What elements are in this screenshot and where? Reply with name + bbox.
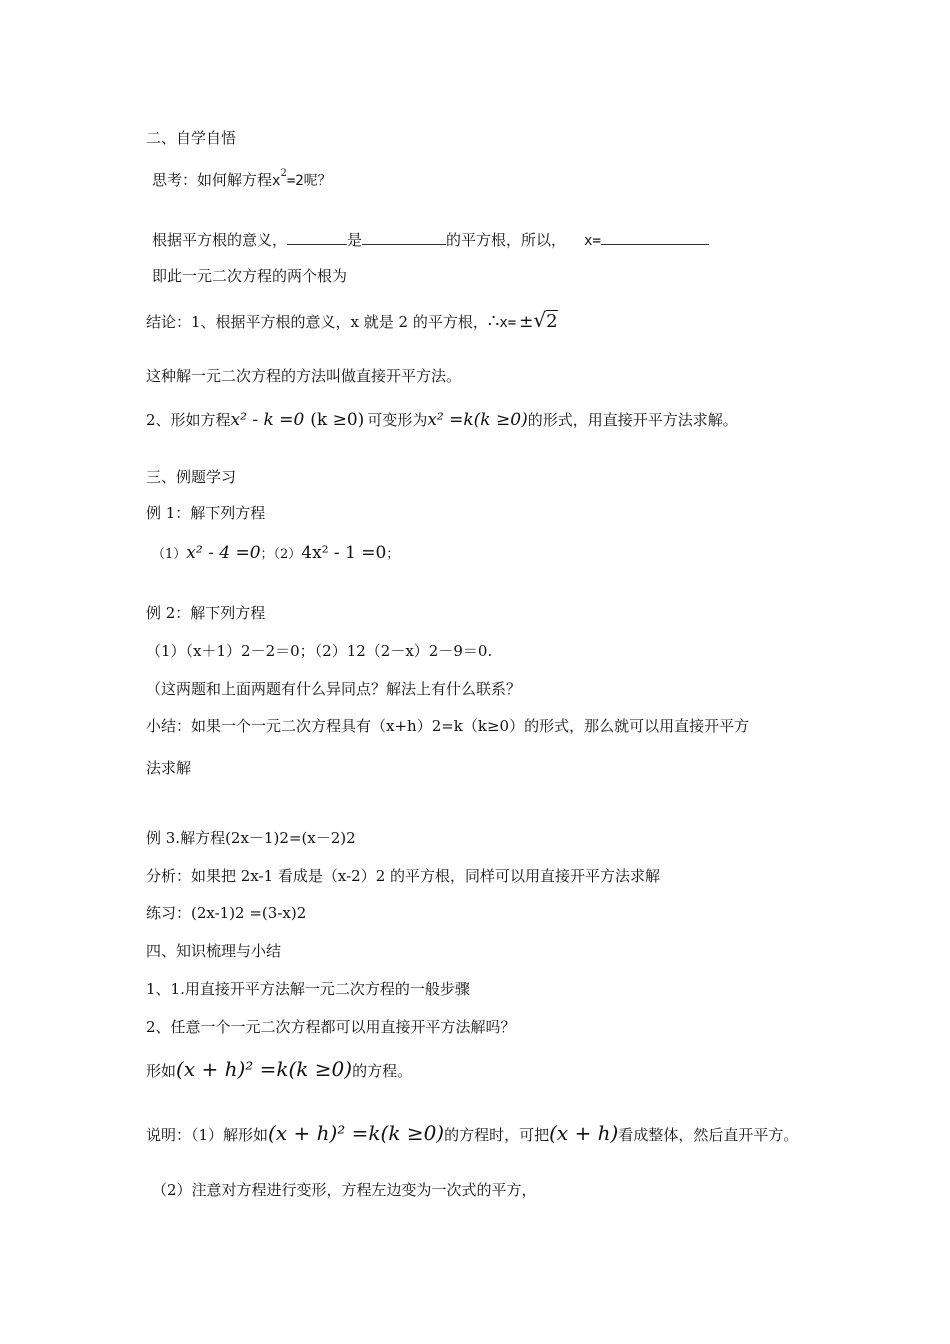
form2-cond1: (k ≥0) <box>310 410 365 430</box>
form-line <box>146 1056 412 1084</box>
therefore-symbol: ∴ <box>487 311 500 332</box>
form-prefix: 形如 <box>146 1062 177 1080</box>
example-1-title: 例 1：解下列方程 <box>146 504 266 522</box>
section-3-title: 三、例题学习 <box>146 468 237 486</box>
section-2-title: 二、自学自悟 <box>146 129 237 147</box>
example-2-equations: （1）（x＋1）2－2＝0；（2）12（2－x）2－9＝0. <box>146 642 493 660</box>
meaning-part2: 是 <box>347 231 363 249</box>
think-question <box>152 170 332 191</box>
example-1-equations <box>152 543 399 565</box>
meaning-part4: x= <box>584 233 601 249</box>
plus-minus: ± <box>519 312 534 332</box>
blank-3[interactable] <box>601 230 709 245</box>
ex1-p1: （1） <box>152 547 187 562</box>
conclusion-1 <box>146 310 558 333</box>
ex1-eq2: 4x² - 1 =0 <box>301 543 387 563</box>
section-4-title: 四、知识梳理与小结 <box>146 942 282 960</box>
practice-line: 练习：(2x-1)2 =(3-x)2 <box>146 904 307 922</box>
think-prefix: 思考：如何解方程 <box>152 171 273 189</box>
radicand: 2 <box>546 311 558 332</box>
conclusion-text: 结论：1、根据平方根的意义，x 就是 2 的平方根， <box>146 313 488 331</box>
note1-expr: (x + h)² =k(k ≥0) <box>268 1121 445 1145</box>
sqrt-symbol: √ <box>533 308 547 332</box>
think-var: x <box>272 173 281 189</box>
ex1-eq1: x² - 4 =0 <box>186 543 261 563</box>
form2-suffix: 的形式，用直接开平方法求解。 <box>527 411 738 429</box>
form2-eq1: x² - k =0 <box>230 410 305 430</box>
example-3-analysis: 分析：如果把 2x-1 看成是（x-2）2 的平方根，同样可以用直接开平方法求解 <box>146 867 661 885</box>
note1-suffix: 看成整体，然后直开平方。 <box>618 1126 799 1144</box>
note-2-line: （2）注意对方程进行变形，方程左边变为一次式的平方， <box>152 1181 537 1199</box>
summary-line-2: 法求解 <box>146 759 192 777</box>
meaning-part1: 根据平方根的意义， <box>152 231 288 249</box>
summary-item-1: 1、1.用直接开平方法解一元二次方程的一般步骤 <box>146 980 470 998</box>
example-3-title: 例 3.解方程(2x－1)2=(x－2)2 <box>146 829 356 847</box>
ex1-sep: ；（2） <box>260 547 302 562</box>
conclusion-xeq: x= <box>499 315 517 331</box>
form2-eq2: x² =k(k ≥0) <box>427 410 528 430</box>
meaning-line <box>152 230 709 251</box>
summary-line-1: 小结：如果一个一元二次方程具有（x+h）2=k（k≥0）的形式，那么就可以用直接开平方 <box>146 717 750 735</box>
form-2-line <box>146 410 738 430</box>
blank-1[interactable] <box>287 230 347 245</box>
summary-item-2: 2、任意一个一元二次方程都可以用直接开平方法解吗？ <box>146 1018 516 1036</box>
example-2-title: 例 2：解下列方程 <box>146 604 266 622</box>
form-suffix: 的方程。 <box>352 1062 413 1080</box>
roots-line: 即此一元二次方程的两个根为 <box>152 267 348 285</box>
ex1-end: ； <box>386 547 400 562</box>
note1-mid: 的方程时，可把 <box>444 1126 550 1144</box>
example-2-question: （这两题和上面两题有什么异同点？解法上有什么联系？ <box>146 680 522 698</box>
note1-prefix: 说明：（1）解形如 <box>146 1126 269 1144</box>
method-line: 这种解一元二次方程的方法叫做直接开平方法。 <box>146 367 462 385</box>
think-exp: 2 <box>280 168 287 179</box>
blank-2[interactable] <box>362 230 446 245</box>
form-expr: (x + h)² =k(k ≥0) <box>176 1057 353 1081</box>
form2-mid: 可变形为 <box>367 411 428 429</box>
note-1-line <box>146 1120 798 1148</box>
meaning-part3: 的平方根，所以， <box>446 231 567 249</box>
note1-expr2: (x + h) <box>549 1121 619 1145</box>
form2-prefix: 2、形如方程 <box>146 411 231 429</box>
think-suffix: =2呢？ <box>286 173 332 189</box>
